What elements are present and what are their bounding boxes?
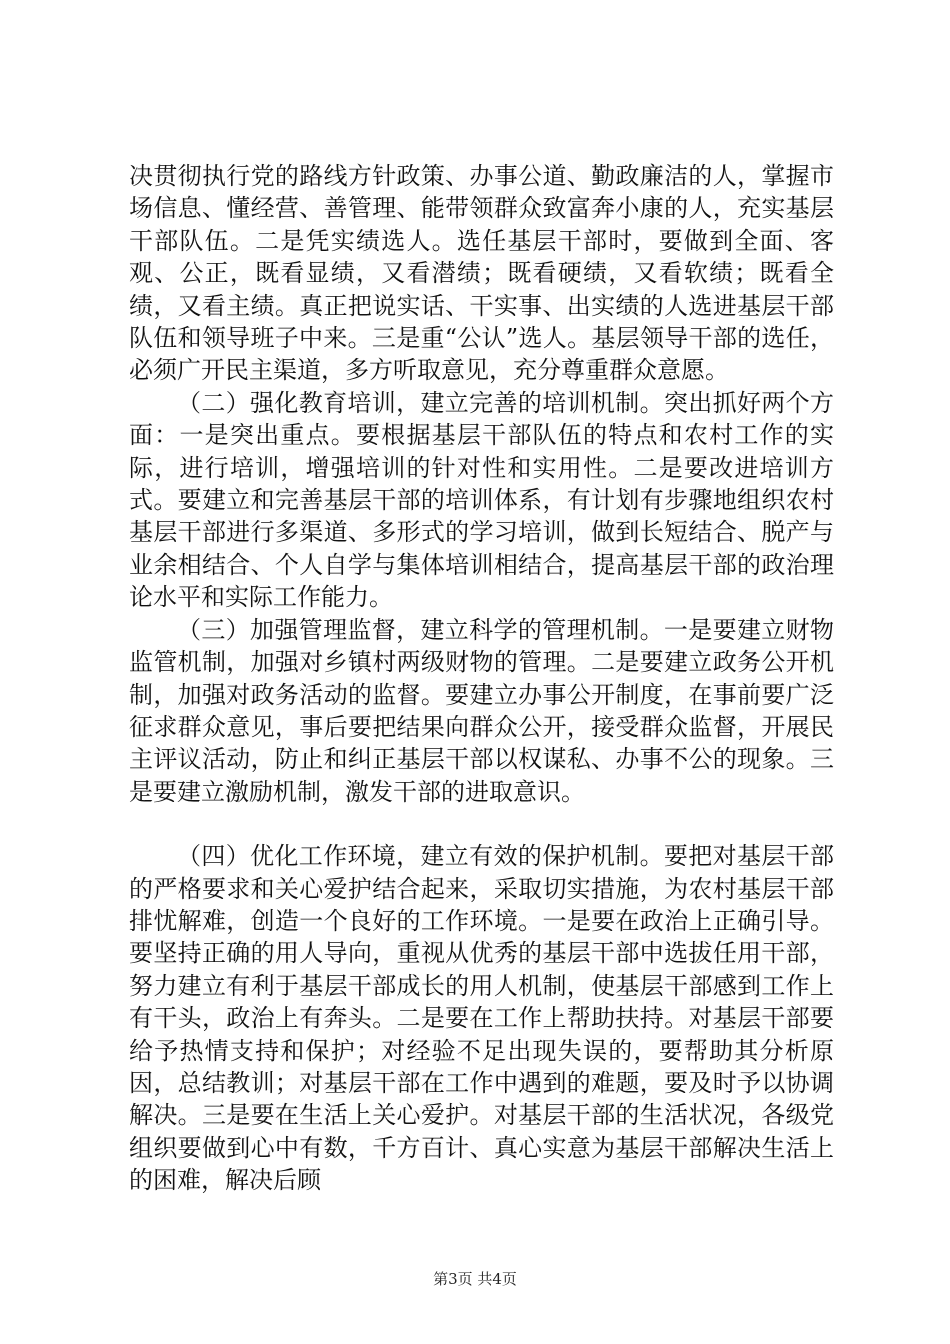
- document-body: [129, 160, 834, 1197]
- paragraph-section-3: （三）加强管理监督，建立科学的管理机制。一是要建立财物监管机制，加强对乡镇村两级财物的管理。二是要建立政务公开机制，加强对政务活动的监督。要建立办事公开制度，在事前要广泛征求群众意见，事后要把结果向群众公开，接受群众监督，开展民主评议活动，防止和纠正基层干部以权谋私、办事不公的现象。三是要建立激励机制，激发干部的进取意识。: [129, 615, 834, 806]
- page-footer: 第3页 共4页: [433, 1270, 517, 1288]
- paragraph-continuation: 决贯彻执行党的路线方针政策、办事公道、勤政廉洁的人，掌握市场信息、懂经营、善管理、能带领群众致富奔小康的人，充实基层干部队伍。二是凭实绩选人。选任基层干部时，要做到全面、客观、公正，既看显绩，又看潜绩；既看硬绩，又看软绩；既看全绩，又看主绩。真正把说实话、干实事、出实绩的人选进基层干部队伍和领导班子中来。三是重“公认”选人。基层领导干部的选任，必须广开民主渠道，多方听取意见，充分尊重群众意愿。: [129, 162, 834, 385]
- paragraph-section-4: （四）优化工作环境，建立有效的保护机制。要把对基层干部的严格要求和关心爱护结合起来，采取切实措施，为农村基层干部排忧解难，创造一个良好的工作环境。一是要在政治上正确引导。要坚持正确的用人导向，重视从优秀的基层干部中选拔任用干部，努力建立有利于基层干部成长的用人机制，使基层干部感到工作上有干头，政治上有奔头。二是要在工作上帮助扶持。对基层干部要给予热情支持和保护；对经验不足出现失误的，要帮助其分析原因，总结教训；对基层干部在工作中遇到的难题，要及时予以协调解决。三是要在生活上关心爱护。对基层干部的生活状况，各级党组织要做到心中有数，千方百计、真心实意为基层干部解决生活上的困难，解决后顾: [129, 842, 834, 1195]
- paragraph-section-2: （二）强化教育培训，建立完善的培训机制。突出抓好两个方面：一是突出重点。要根据基层干部队伍的特点和农村工作的实际，进行培训，增强培训的针对性和实用性。二是要改进培训方式。要建立和完善基层干部的培训体系，有计划有步骤地组织农村基层干部进行多渠道、多形式的学习培训，做到长短结合、脱产与业余相结合、个人自学与集体培训相结合，提高基层干部的政治理论水平和实际工作能力。: [129, 388, 834, 612]
